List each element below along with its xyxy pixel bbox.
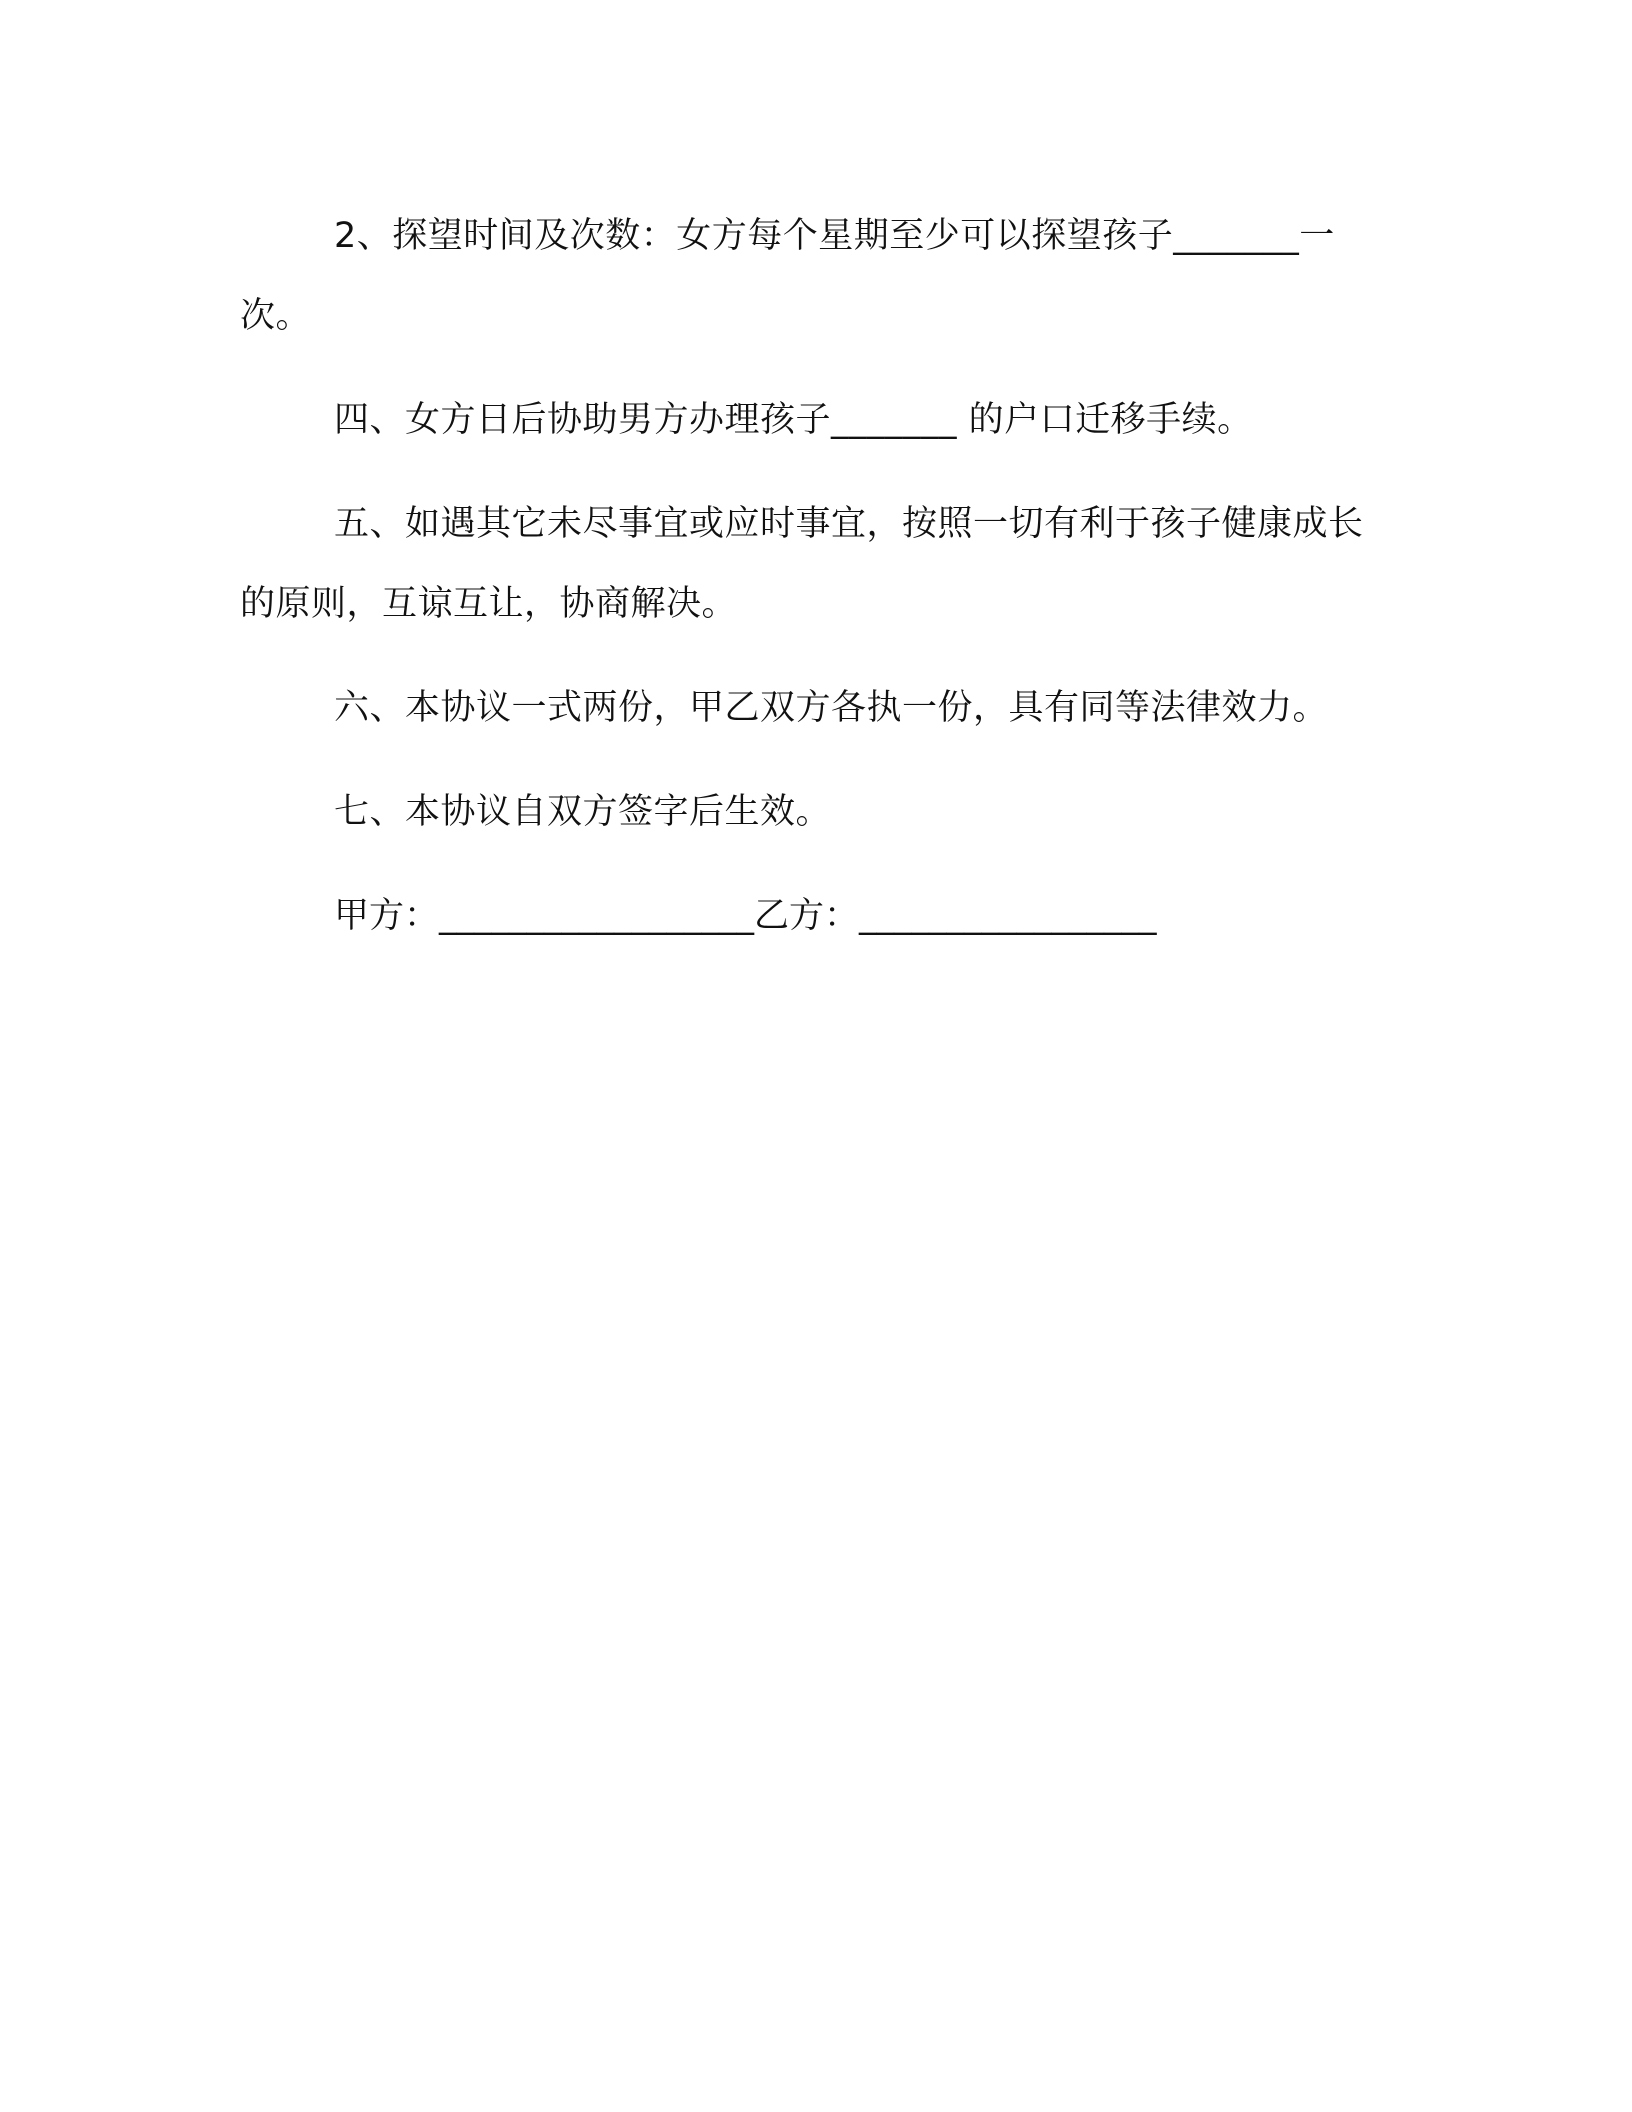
paragraph-other-matters: 五、如遇其它未尽事宜或应时事宜，按照一切有利于孩子健康成长的原则，互谅互让，协商解决。	[240, 504, 1364, 624]
paragraph-visitation-frequency: 2、探望时间及次数：女方每个星期至少可以探望孩子_______一次。	[240, 216, 1335, 336]
signature-line	[240, 876, 1390, 956]
paragraph-household-transfer: 四、女方日后协助男方办理孩子_______ 的户口迁移手续。	[334, 400, 1253, 440]
signature-party-b: 乙方：_________________	[754, 896, 1157, 936]
paragraph-effective: 七、本协议自双方签字后生效。	[334, 792, 832, 832]
document-body	[240, 196, 1390, 956]
paragraph-copies: 六、本协议一式两份，甲乙双方各执一份，具有同等法律效力。	[334, 688, 1329, 728]
signature-party-a: 甲方：__________________	[334, 896, 755, 936]
